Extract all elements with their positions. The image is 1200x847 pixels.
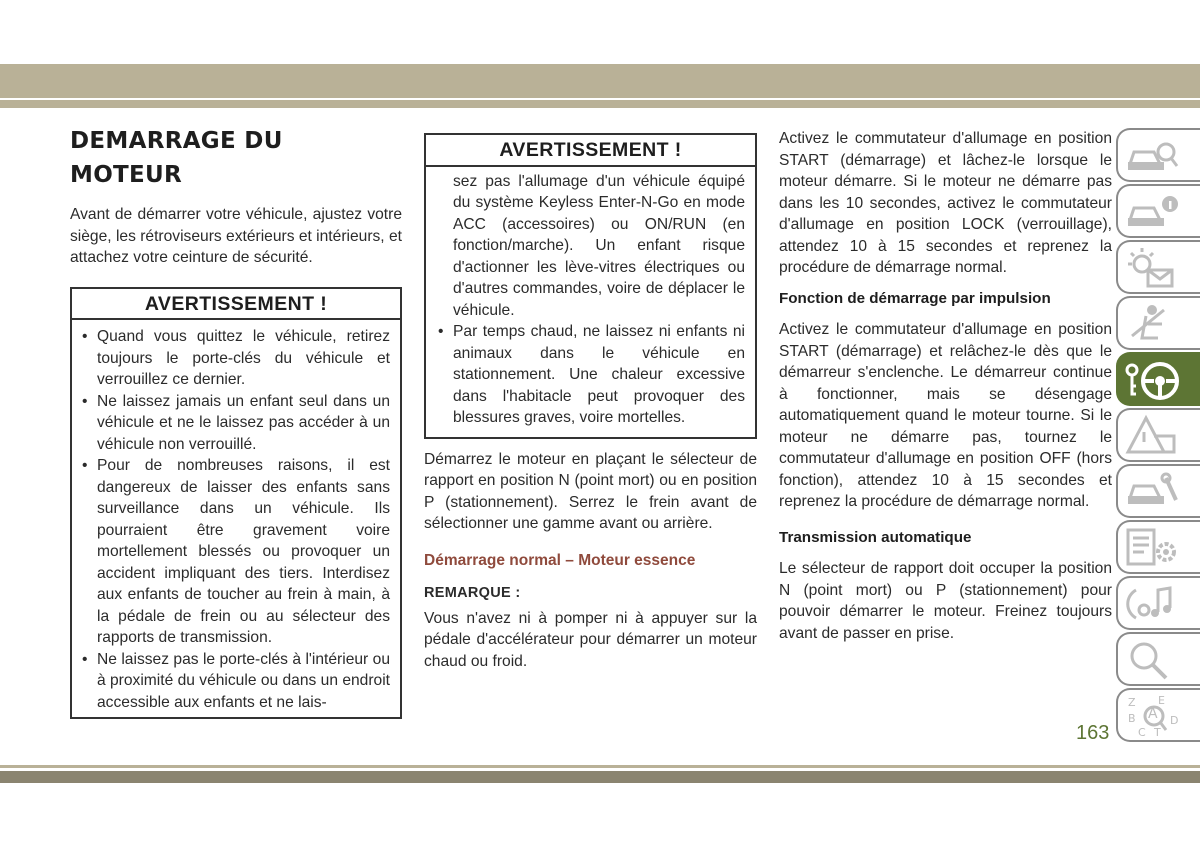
warning-body [72, 320, 400, 717]
warning-box [70, 287, 402, 720]
page-number: 163 [1076, 722, 1110, 744]
index-letter: T [1154, 726, 1161, 739]
tab-specifications[interactable] [1116, 520, 1200, 574]
ignition-paragraph: Activez le commutateur d'allumage en position START (démarrage) et lâchez-le lorsque le moteur démarre. Si le moteur ne démarre pas dans les 10 secondes, activez le commutateur d'allumage en position LOCK (verrouillage), attendez 10 à 15 secondes et reprenez la procédure de démarrage normal. [779, 130, 1112, 276]
note-text: Vous n'avez ni à pomper ni à appuyer sur la pédale d'accélérateur pour démarrer un moteur chaud ou froid. [424, 609, 757, 670]
tab-starting-operating[interactable] [1116, 352, 1200, 406]
index-letter: A [1148, 706, 1158, 722]
warning-continued-text: sez pas l'allumage d'un véhicule équipé du système Keyless Enter-N-Go en mode ACC (accessoires) ou ON/RUN (en fonction/marche). Un enfant risque d'actionner les lève-vitres électriques ou d'autres commandes, voire de déplacer le véhicule. [453, 172, 745, 319]
index-letter: D [1170, 714, 1179, 727]
subheading-automatic-transmission: Transmission automatique [779, 528, 972, 546]
tab-index[interactable] [1116, 688, 1200, 742]
warning-lights-message-icon [1124, 246, 1180, 290]
header-rule [0, 100, 1200, 108]
transmission-paragraph: Le sélecteur de rapport doit occuper la position N (point mort) ou P (stationnement) pour pouvoir démarrer le moteur. Freinez toujours avant de passer en prise. [779, 560, 1112, 642]
note-heading: REMARQUE : [424, 585, 521, 601]
car-info-icon [1124, 190, 1180, 234]
roadside-warning-icon [1124, 414, 1180, 458]
subheading-impulse-start: Fonction de démarrage par impulsion [779, 289, 1051, 307]
column-1 [70, 124, 402, 719]
index-letter: B [1128, 712, 1136, 725]
car-maintenance-icon [1124, 470, 1180, 514]
index-letter: C [1138, 726, 1146, 739]
warning-item: • Ne laissez jamais un enfant seul dans un véhicule et ne le laissez pas accéder à un véhicule non verrouillé. [80, 391, 390, 456]
search-icon [1124, 638, 1180, 682]
column-3 [779, 128, 1112, 644]
impulse-paragraph: Activez le commutateur d'allumage en position START (démarrage) et relâchez-le dès que le démarreur s'enclenche. Le démarreur continue à fonctionner, mais se désengage automatiquement quand le moteur tourne. Si le moteur ne démarre pas, tournez le commutateur d'allumage en position OFF (hors fonction), attendez 10 à 15 secondes et reprenez la procédure de démarrage normal. [779, 321, 1112, 510]
intro-paragraph: Avant de démarrer votre véhicule, ajustez votre siège, les rétroviseurs extérieurs et intérieurs, et attachez votre ceinture de sécurité. [70, 206, 402, 266]
warning-list [80, 326, 390, 713]
warning-item: • Par temps chaud, ne laissez ni enfants ni animaux dans le véhicule en stationnement. Une chaleur excessive dans l'habitacle peut provoquer des blessures graves, voire mortelles. [436, 321, 745, 429]
tab-multimedia[interactable] [1116, 576, 1200, 630]
index-letter: E [1158, 694, 1165, 707]
tab-safety[interactable] [1116, 296, 1200, 350]
index-az-icon [1124, 694, 1184, 740]
tab-maintenance[interactable] [1116, 464, 1200, 518]
airbag-seat-icon [1124, 302, 1180, 346]
car-search-icon [1124, 134, 1180, 178]
warning-box-continued [424, 133, 757, 439]
key-steering-wheel-icon [1124, 358, 1184, 404]
footer-rule [0, 765, 1200, 768]
tab-search[interactable] [1116, 632, 1200, 686]
tab-car-info[interactable] [1116, 184, 1200, 238]
page-title: DEMARRAGE DU MOTEUR [70, 128, 283, 188]
header-band [0, 64, 1200, 98]
warning-item: • Ne laissez pas le porte-clés à l'intérieur ou à proximité du véhicule ou dans un endroit accessible aux enfants et ne lais- [80, 649, 390, 714]
column-2 [424, 133, 757, 672]
specifications-gear-icon [1124, 526, 1180, 570]
warning-item: • Pour de nombreuses raisons, il est dangereux de laisser des enfants sans surveillance dans un véhicule. Ils pourraient être gravement voire mortellement blessés ou provoquer un accident impliquant des tiers. Interdisez aux enfants de toucher au frein à main, à la pédale de frein ou au sélecteur des rapports de transmission. [80, 455, 390, 649]
start-paragraph: Démarrez le moteur en plaçant le sélecteur de rapport en position N (point mort) ou en position P (stationnement). Serrez le frein avant de sélectionner une gamme avant ou arrière. [424, 450, 757, 532]
warning-item: • Quand vous quittez le véhicule, retirez toujours le porte-clés du véhicule et verrouillez ce dernier. [80, 326, 390, 391]
footer-band [0, 771, 1200, 783]
index-letter: Z [1128, 696, 1136, 709]
warning-body [426, 167, 755, 437]
multimedia-icon [1124, 582, 1180, 626]
tab-emergency[interactable] [1116, 408, 1200, 462]
tab-car-search[interactable] [1116, 128, 1200, 182]
tab-warning-lights[interactable] [1116, 240, 1200, 294]
warning-list [436, 321, 745, 429]
warning-heading: AVERTISSEMENT ! [426, 135, 755, 167]
warning-heading: AVERTISSEMENT ! [72, 289, 400, 321]
section-title: Démarrage normal – Moteur essence [424, 551, 696, 569]
